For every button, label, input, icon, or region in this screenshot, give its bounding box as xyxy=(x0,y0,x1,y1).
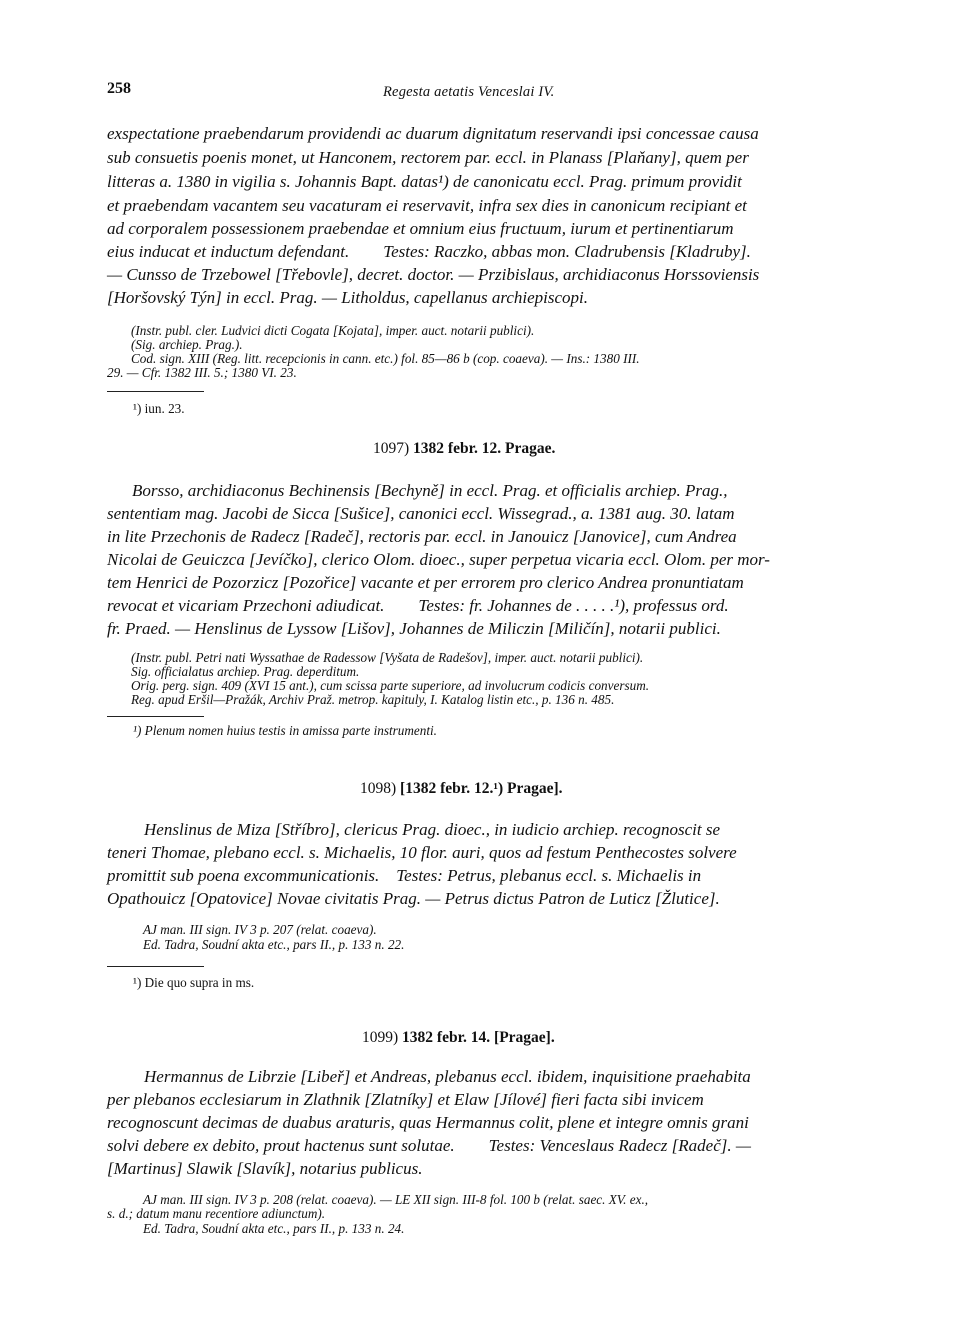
text-line: solvi debere ex debito, prout hactenus sunt solutae. Testes: Venceslaus Radecz [Radeč]. — xyxy=(107,1136,751,1155)
footnote: ¹) Die quo supra in ms. xyxy=(133,975,255,990)
entry-date: 1382 febr. 12. Pragae. xyxy=(413,440,556,457)
footnote: ¹) iun. 23. xyxy=(133,401,185,416)
source-note: s. d.; datum manu recentiore adiunctum). xyxy=(107,1206,326,1221)
entry-date: [1382 febr. 12.¹) Pragae]. xyxy=(400,780,563,797)
text-line: sub consuetis poenis monet, ut Hanconem, rectorem par. eccl. in Planass [Plaňany], quem per xyxy=(107,148,749,167)
source-note: Orig. perg. sign. 409 (XVI 15 ant.), cum scissa parte superiore, ad involucrum codicis conversum. xyxy=(131,678,650,693)
source-note: Cod. sign. XIII (Reg. litt. recepcionis in cann. etc.) fol. 85—86 b (cop. coaeva). — Ins.: 1380 III. xyxy=(131,351,640,366)
text-line: tem Henrici de Pozorzicz [Pozořice] vacante et per errorem pro clerico Andrea pronuntiatam xyxy=(107,573,744,592)
source-note: AJ man. III sign. IV 3 p. 207 (relat. coaeva). xyxy=(143,922,377,937)
text-line: revocat et vicariam Przechoni adiudicat. Testes: fr. Johannes de . . . . .¹), professus ord. xyxy=(107,596,729,615)
source-note: Ed. Tadra, Soudní akta etc., pars II., p. 133 n. 24. xyxy=(143,1221,405,1236)
text-line: Henslinus de Miza [Stříbro], clericus Prag. dioec., in iudicio archiep. recognoscit se xyxy=(144,820,721,839)
text-line: [Horšovský Týn] in eccl. Prag. — Litholdus, capellanus archiepiscopi. xyxy=(107,288,588,307)
text-line: litteras a. 1380 in vigilia s. Johannis Bapt. datas¹) de canonicatu eccl. Prag. primum providit xyxy=(107,172,742,191)
text-line: per plebanos ecclesiarum in Zlathnik [Zlatníky] et Elaw [Jílové] fieri facta sibi invicem xyxy=(107,1090,704,1109)
text-line: fr. Praed. — Henslinus de Lyssow [Lišov], Johannes de Miliczin [Miličín], notarii publici. xyxy=(107,619,721,638)
source-note: AJ man. III sign. IV 3 p. 208 (relat. coaeva). — LE XII sign. III-8 fol. 100 b (relat. saec. XV. ex., xyxy=(143,1192,649,1207)
text-line: et praebendam vacantem seu vacaturam ei reservavit, infra sex dies in canonicum recipiant et xyxy=(107,196,747,215)
footnote: ¹) Plenum nomen huius testis in amissa parte instrumenti. xyxy=(133,723,437,738)
source-note: Ed. Tadra, Soudní akta etc., pars II., p. 133 n. 22. xyxy=(143,937,405,952)
entry-number: 1098) xyxy=(360,780,397,797)
text-line: in lite Przechonis de Radecz [Radeč], rectoris par. eccl. in Janouicz [Janovice], cum Andrea xyxy=(107,527,737,546)
source-note: Sig. officialatus archiep. Prag. deperditum. xyxy=(131,664,360,679)
text-line: Opathouicz [Opatovice] Novae civitatis Prag. — Petrus dictus Patron de Luticz [Žlutice]. xyxy=(107,889,720,908)
source-note: (Instr. publ. cler. Ludvici dicti Cogata [Kojata], imper. auct. notarii publici). xyxy=(131,323,535,338)
source-note: 29. — Cfr. 1382 III. 5.; 1380 VI. 23. xyxy=(107,365,297,380)
entry-date: 1382 febr. 14. [Pragae]. xyxy=(402,1029,555,1046)
text-line: Nicolai de Geuiczca [Jevíčko], clerico Olom. dioec., super perpetua vicaria eccl. Olom. per mor- xyxy=(107,550,770,569)
entry-number: 1097) xyxy=(373,440,410,457)
footnote-rule xyxy=(107,716,204,717)
entry-heading xyxy=(373,440,555,458)
entry-heading xyxy=(360,780,563,798)
footnote-rule xyxy=(107,391,204,392)
text-line: — Cunsso de Trzebowel [Třebovle], decret. doctor. — Przibislaus, archidiaconus Horssoviensis xyxy=(107,265,760,284)
text-line: promittit sub poena excommunicationis. Testes: Petrus, plebanus eccl. s. Michaelis in xyxy=(107,866,702,885)
text-line: [Martinus] Slawik [Slavík], notarius publicus. xyxy=(107,1159,423,1178)
text-line: recognoscunt decimas de duabus araturis, quas Hermannus colit, plene et integre omnis grani xyxy=(107,1113,749,1132)
source-note: (Sig. archiep. Prag.). xyxy=(131,337,243,352)
text-line: teneri Thomae, plebano eccl. s. Michaelis, 10 flor. auri, quos ad festum Penthecostes solvere xyxy=(107,843,737,862)
source-note: (Instr. publ. Petri nati Wyssathae de Radessow [Vyšata de Radešov], imper. auct. notarii publici). xyxy=(131,650,644,665)
footnote-rule xyxy=(107,966,204,967)
entry-heading xyxy=(362,1029,555,1047)
text-line: sententiam mag. Jacobi de Sicca [Sušice], canonici eccl. Wissegrad., a. 1381 aug. 30. latam xyxy=(107,504,735,523)
text-line: eius inducat et inductum defendant. Testes: Raczko, abbas mon. Cladrubensis [Kladruby]. xyxy=(107,242,751,261)
source-note: Reg. apud Eršil—Pražák, Archiv Praž. metrop. kapituly, I. Katalog listin etc., p. 136 n. 485. xyxy=(131,692,615,707)
text-line: ad corporalem possessionem praebendae et omnium eius fructuum, iurum et pertinentiarum xyxy=(107,219,734,238)
text-line: Borsso, archidiaconus Bechinensis [Bechyně] in eccl. Prag. et officialis archiep. Prag., xyxy=(132,481,728,500)
entry-number: 1099) xyxy=(362,1029,399,1046)
text-line: exspectatione praebendarum providendi ac duarum dignitatum reservandi ipsi concessae causa xyxy=(107,124,759,143)
running-title: Regesta aetatis Venceslai IV. xyxy=(383,84,555,100)
text-line: Hermannus de Librzie [Libeř] et Andreas, plebanus eccl. ibidem, inquisitione praehabita xyxy=(144,1067,751,1086)
page-number: 258 xyxy=(107,80,131,97)
